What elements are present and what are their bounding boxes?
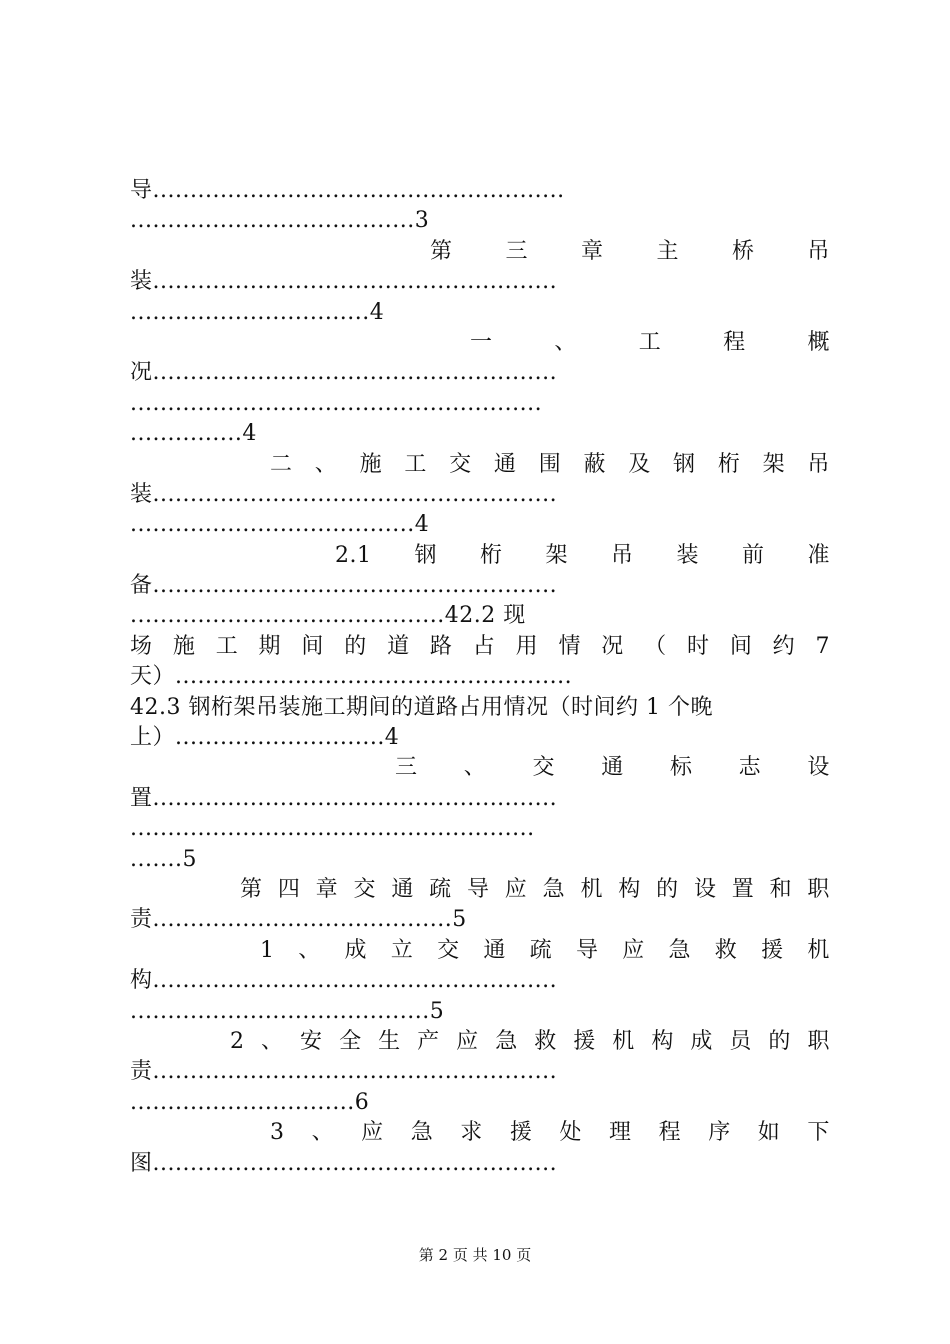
toc-line: ..............................6 [130,1089,370,1115]
toc-token: 三 [395,755,418,781]
toc-token: 处 [559,1120,582,1146]
toc-token: 三 [505,238,528,264]
toc-token: 吊 [610,542,634,568]
toc-token: 的 [344,633,367,659]
toc-line: 置...................................................... [130,785,558,811]
toc-line: .......5 [130,846,197,872]
toc-token: 1 [260,937,275,963]
toc-token: 交 [532,755,555,781]
toc-token: 、 [463,755,487,781]
toc-token: 主 [656,238,679,264]
toc-token: 、 [311,1120,335,1146]
toc-token: 围 [538,451,562,477]
toc-line: 装...................................................... [130,481,558,507]
toc-line: 天）..................................................... [130,664,573,690]
toc-line: 责...................................................... [130,1059,558,1085]
toc-line [130,632,830,662]
toc-token: 援 [761,937,784,963]
toc-token: 准 [807,542,830,568]
toc-token: 援 [509,1120,533,1146]
toc-token: 、 [298,937,321,963]
table-of-contents [130,176,830,1179]
toc-token: 2 [230,1028,245,1054]
toc-token: 工 [638,329,662,355]
toc-token: （ [644,633,667,659]
toc-token: 程 [723,329,746,355]
toc-token: 用 [515,633,539,659]
toc-token: 、 [314,451,338,477]
toc-token: 安 [300,1028,323,1054]
toc-token: 交 [353,876,376,902]
toc-token: 生 [378,1028,401,1054]
toc-line [130,541,830,571]
toc-token: 志 [738,755,762,781]
toc-token: 况 [601,633,624,659]
toc-token: 构 [651,1028,674,1054]
toc-line: 上）............................4 [130,725,400,751]
toc-token: 施 [172,633,196,659]
toc-token: 约 [772,633,796,659]
toc-token: 如 [757,1120,781,1146]
toc-token: 第 [430,238,453,264]
toc-token: 设 [693,876,717,902]
toc-token: 概 [807,329,830,355]
toc-token: 时 [686,633,710,659]
toc-line: ................................4 [130,299,385,325]
toc-token: 急 [542,876,566,902]
page-footer: 第 2 页 共 10 页 [418,1246,532,1264]
toc-token: 理 [609,1120,632,1146]
toc-token: 构 [618,876,641,902]
toc-token: 程 [658,1120,682,1146]
toc-token: 救 [714,937,738,963]
toc-token: 职 [807,876,830,902]
toc-token: 桁 [717,451,741,477]
toc-token: 通 [391,876,414,902]
toc-token: 间 [301,633,324,659]
toc-token: 架 [545,542,568,568]
toc-token: 的 [768,1028,791,1054]
toc-token: 应 [504,876,528,902]
toc-token: 机 [807,937,830,963]
toc-token: 及 [628,451,651,477]
toc-line: ...................................................... [130,816,535,842]
toc-token: 全 [339,1028,362,1054]
toc-token: 的 [656,876,679,902]
toc-token: 产 [417,1028,440,1054]
toc-token: 吊 [807,238,830,264]
toc-token: 架 [762,451,786,477]
toc-token: 立 [390,937,414,963]
toc-token: 急 [410,1120,434,1146]
toc-token: 交 [449,451,472,477]
toc-token: 占 [472,633,496,659]
toc-line: ..........................................42.2 现 [130,603,526,629]
toc-token: 、 [261,1028,284,1054]
toc-token: 、 [554,329,577,355]
toc-token: 机 [580,876,603,902]
toc-line: ....................................................... [130,390,543,416]
toc-line: 42.3 钢桁架吊装施工期间的道路占用情况（时间约 1 个晚 [130,694,713,720]
toc-line [130,936,830,966]
toc-token: 序 [708,1120,731,1146]
toc-token: 通 [493,451,517,477]
toc-token: 援 [573,1028,596,1054]
toc-token: 前 [741,542,765,568]
toc-line: 构...................................................... [130,968,558,994]
toc-line [130,1027,830,1057]
toc-token: 成 [344,937,368,963]
toc-line: 导....................................................... [130,178,565,203]
toc-token: 疏 [429,876,452,902]
toc-token: 桥 [731,238,755,264]
toc-token: 成 [690,1028,713,1054]
toc-line [130,237,830,267]
toc-token: 装 [676,542,699,568]
toc-line: ......................................4 [130,512,430,538]
toc-token: 3 [270,1120,285,1146]
toc-token: 章 [315,876,339,902]
toc-line: 装...................................................... [130,269,558,295]
toc-token: 二 [270,451,293,477]
toc-line: 责........................................5 [130,907,467,933]
toc-token: 疏 [529,937,553,963]
toc-token: 钢 [673,451,696,477]
toc-token: 机 [612,1028,635,1054]
toc-token: 急 [668,937,692,963]
toc-token: 导 [466,876,490,902]
toc-token: 施 [359,451,383,477]
toc-token: 交 [437,937,460,963]
toc-token: 道 [387,633,410,659]
toc-token: 标 [669,755,693,781]
toc-line: 况...................................................... [130,360,558,386]
toc-line [130,753,830,783]
toc-token: 第 [240,876,263,902]
toc-line [130,875,830,905]
toc-token: 通 [601,755,624,781]
toc-token: 急 [495,1028,518,1054]
toc-token: 间 [729,633,753,659]
toc-token: 四 [277,876,301,902]
toc-token: 置 [731,876,755,902]
toc-line: 备...................................................... [130,573,558,599]
toc-line: ......................................3 [130,208,430,234]
toc-token: 设 [807,755,830,781]
toc-line: ...............4 [130,421,257,447]
toc-token: 应 [622,937,645,963]
toc-token: 桁 [479,542,503,568]
toc-line: 图...................................................... [130,1150,558,1176]
toc-token: 吊 [807,451,830,477]
toc-token: 应 [456,1028,479,1054]
toc-token: 通 [483,937,506,963]
toc-token: 情 [558,633,581,659]
toc-token: 导 [575,937,599,963]
toc-token: 工 [215,633,239,659]
toc-token: 一 [470,329,493,355]
toc-token: 工 [404,451,427,477]
toc-token: 蔽 [583,451,606,477]
toc-token: 救 [534,1028,557,1054]
toc-token: 2.1 [335,542,372,568]
toc-token: 路 [429,633,453,659]
toc-token: 职 [807,1028,830,1054]
toc-line: ........................................5 [130,998,445,1024]
toc-line [130,450,830,480]
toc-token: 钢 [414,542,437,568]
toc-token: 求 [460,1120,483,1146]
toc-token: 员 [729,1028,752,1054]
toc-line [130,1118,830,1148]
toc-token: 章 [580,238,604,264]
toc-line [130,328,830,358]
toc-token: 和 [769,876,793,902]
toc-token: 场 [130,633,153,659]
toc-token: 下 [807,1120,830,1146]
toc-token: 7 [815,633,830,659]
toc-token: 期 [258,633,282,659]
toc-token: 应 [361,1120,384,1146]
